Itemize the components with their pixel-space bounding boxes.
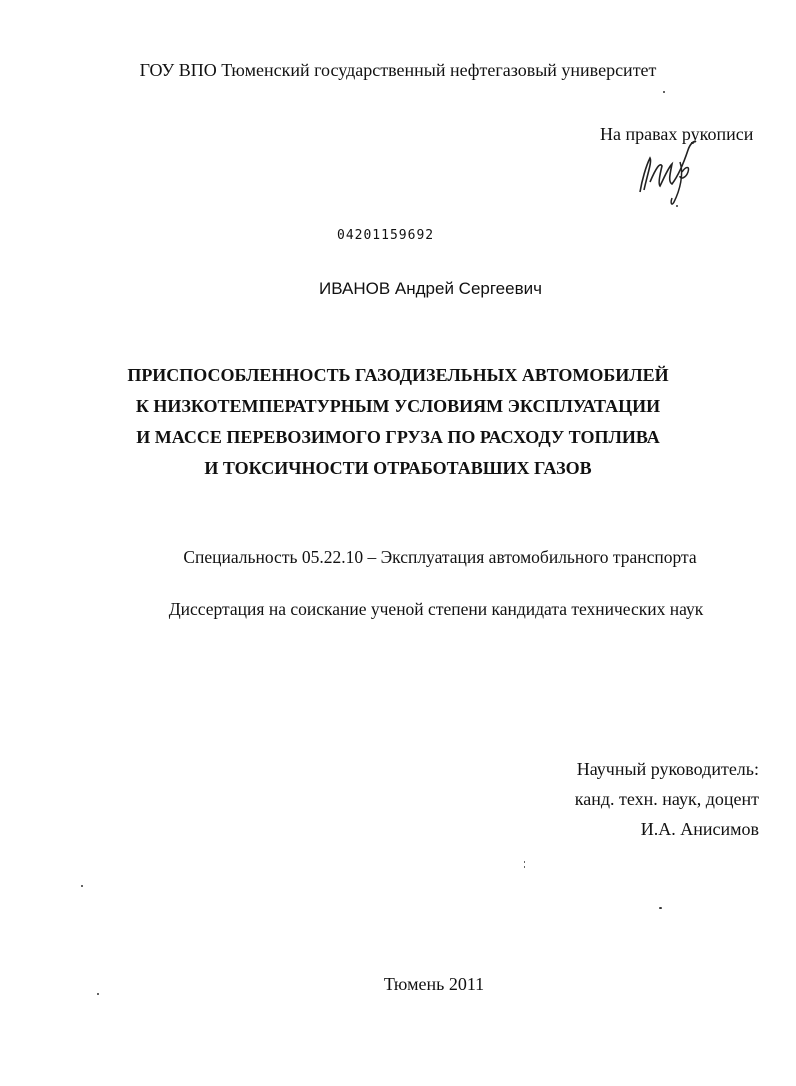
advisor-role: Научный руководитель: xyxy=(576,759,759,779)
advisor-degree: канд. техн. наук, доцент xyxy=(574,789,759,809)
advisor-name: И.А. Анисимов xyxy=(640,819,759,839)
scan-speck xyxy=(81,885,83,887)
scan-speck xyxy=(663,91,665,93)
title-line: И МАССЕ ПЕРЕВОЗИМОГО ГРУЗА ПО РАСХОДУ ТОПЛИВА xyxy=(136,427,660,447)
rights-note: На правах рукописи xyxy=(600,124,754,144)
author-name: ИВАНОВ Андрей Сергеевич xyxy=(319,279,542,298)
scan-speck xyxy=(524,861,525,863)
scientific-advisor xyxy=(575,754,759,844)
dissertation-title xyxy=(0,360,796,484)
scan-speck xyxy=(97,993,99,995)
title-line: И ТОКСИЧНОСТИ ОТРАБОТАВШИХ ГАЗОВ xyxy=(204,458,592,478)
scan-speck xyxy=(524,866,525,868)
handwritten-signature xyxy=(630,132,710,212)
university-name: ГОУ ВПО Тюменский государственный нефтегазовый университет xyxy=(139,60,657,80)
city-year: Тюмень 2011 xyxy=(383,974,485,994)
specialty-line: Специальность 05.22.10 – Эксплуатация автомобильного транспорта xyxy=(183,547,697,567)
title-line: К НИЗКОТЕМПЕРАТУРНЫМ УСЛОВИЯМ ЭКСПЛУАТАЦИИ xyxy=(135,396,661,416)
dissertation-degree-line: Диссертация на соискание ученой степени кандидата технических наук xyxy=(168,599,704,619)
scan-speck xyxy=(659,907,662,909)
document-number: 04201159692 xyxy=(337,228,435,243)
title-line: ПРИСПОСОБЛЕННОСТЬ ГАЗОДИЗЕЛЬНЫХ АВТОМОБИЛЕЙ xyxy=(127,365,669,385)
scan-speck xyxy=(676,205,678,207)
